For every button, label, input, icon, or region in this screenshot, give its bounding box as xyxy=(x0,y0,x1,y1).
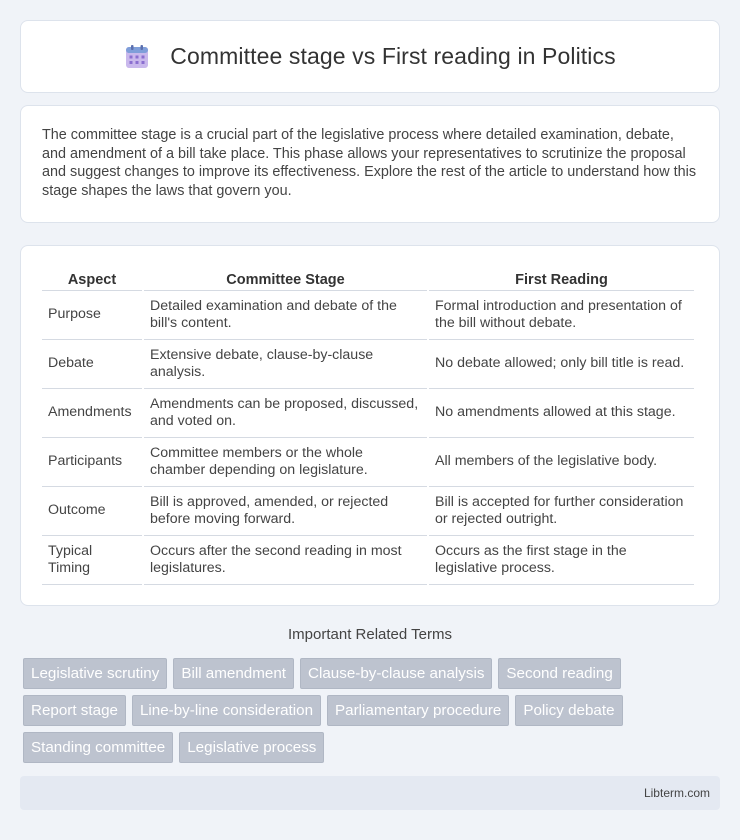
intro-text: The committee stage is a crucial part of the legislative process where detailed examination, debate, and amendment of a bill take place. This phase allows your representatives to scrutinize the proposal and suggest changes to improve its effectiveness. Explore the rest of the article to understand how this stage shapes the laws that govern you. xyxy=(42,127,697,199)
cell-aspect: Debate xyxy=(42,340,142,389)
related-term-tag[interactable]: Policy debate xyxy=(515,695,622,726)
table-row xyxy=(42,536,694,585)
cell-first-reading: Bill is accepted for further consideration or rejected outright. xyxy=(429,487,694,536)
cell-aspect: Amendments xyxy=(42,389,142,438)
table-row xyxy=(42,291,694,340)
cell-first-reading: No debate allowed; only bill title is read. xyxy=(429,340,694,389)
related-term-tag[interactable]: Report stage xyxy=(23,695,126,726)
related-term-tag[interactable]: Bill amendment xyxy=(173,658,294,689)
related-term-tag[interactable]: Legislative process xyxy=(179,732,324,763)
cell-first-reading: Occurs as the first stage in the legislative process. xyxy=(429,536,694,585)
related-term-tag[interactable]: Line-by-line consideration xyxy=(132,695,321,726)
cell-first-reading: Formal introduction and presentation of the bill without debate. xyxy=(429,291,694,340)
cell-committee-stage: Committee members or the whole chamber depending on legislature. xyxy=(144,438,427,487)
cell-first-reading: No amendments allowed at this stage. xyxy=(429,389,694,438)
comparison-table xyxy=(40,266,696,585)
column-header-committee-stage: Committee Stage xyxy=(144,266,427,291)
calendar-grid-icon xyxy=(124,44,150,70)
table-header-row xyxy=(42,266,694,291)
intro-card xyxy=(20,105,720,223)
related-terms-list xyxy=(23,658,723,769)
cell-aspect: Outcome xyxy=(42,487,142,536)
cell-committee-stage: Bill is approved, amended, or rejected before moving forward. xyxy=(144,487,427,536)
cell-first-reading: All members of the legislative body. xyxy=(429,438,694,487)
related-term-tag[interactable]: Legislative scrutiny xyxy=(23,658,167,689)
table-row xyxy=(42,340,694,389)
cell-aspect: Purpose xyxy=(42,291,142,340)
related-terms-heading: Important Related Terms xyxy=(288,626,452,643)
page-title: Committee stage vs First reading in Politics xyxy=(170,43,616,69)
cell-aspect: Typical Timing xyxy=(42,536,142,585)
footer xyxy=(20,776,720,810)
cell-committee-stage: Amendments can be proposed, discussed, and voted on. xyxy=(144,389,427,438)
cell-committee-stage: Occurs after the second reading in most legislatures. xyxy=(144,536,427,585)
column-header-aspect: Aspect xyxy=(42,266,142,291)
table-row xyxy=(42,487,694,536)
footer-brand-link[interactable]: Libterm.com xyxy=(643,786,710,800)
comparison-card xyxy=(20,245,720,606)
title-card xyxy=(20,20,720,93)
table-row xyxy=(42,438,694,487)
related-term-tag[interactable]: Clause-by-clause analysis xyxy=(300,658,492,689)
related-term-tag[interactable]: Second reading xyxy=(498,658,620,689)
cell-committee-stage: Extensive debate, clause-by-clause analysis. xyxy=(144,340,427,389)
related-term-tag[interactable]: Standing committee xyxy=(23,732,173,763)
related-term-tag[interactable]: Parliamentary procedure xyxy=(327,695,509,726)
column-header-first-reading: First Reading xyxy=(429,266,694,291)
cell-aspect: Participants xyxy=(42,438,142,487)
cell-committee-stage: Detailed examination and debate of the bill's content. xyxy=(144,291,427,340)
table-row xyxy=(42,389,694,438)
